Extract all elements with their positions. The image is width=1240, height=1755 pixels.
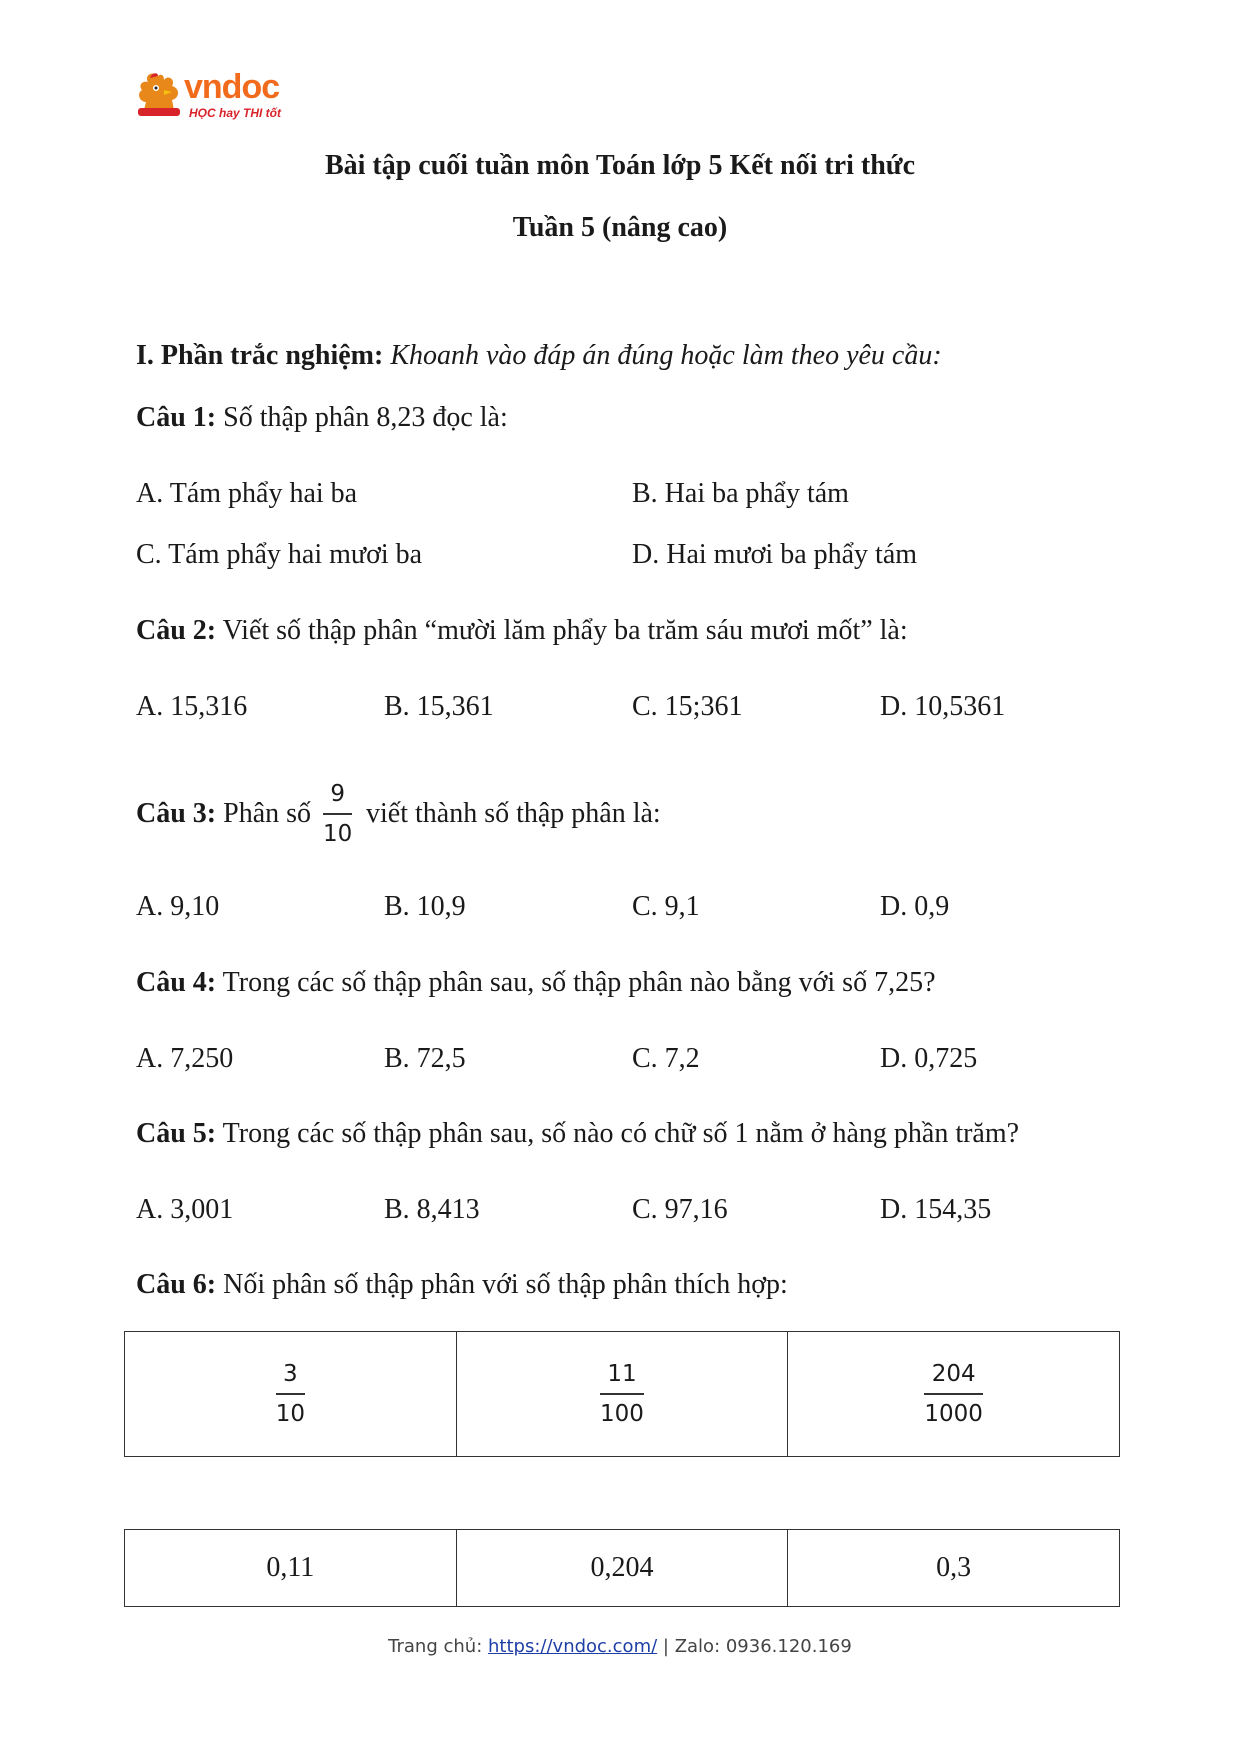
fraction-numerator: 3: [283, 1361, 298, 1388]
q5-option-c[interactable]: C. 97,16: [632, 1194, 728, 1225]
q3-option-a[interactable]: A. 9,10: [136, 891, 220, 922]
q5-option-b[interactable]: B. 8,413: [384, 1194, 480, 1225]
question-text: Số thập phân 8,23 đọc là:: [223, 402, 508, 433]
fraction-cell[interactable]: [788, 1332, 1120, 1457]
fraction-numerator: 204: [931, 1361, 976, 1388]
question-text: Trong các số thập phân sau, số thập phân nào bằng với số 7,25?: [222, 967, 936, 998]
section-label: I. Phần trắc nghiệm:: [136, 340, 384, 371]
question-label: Câu 3:: [136, 798, 217, 829]
question-text: Trong các số thập phân sau, số nào có chữ số 1 nằm ở hàng phần trăm?: [222, 1118, 1020, 1149]
fraction: [924, 1359, 983, 1429]
q3-option-c[interactable]: C. 9,1: [632, 891, 700, 922]
brand-name: vndoc: [184, 68, 280, 106]
question-text-after: viết thành số thập phân là:: [366, 798, 661, 829]
q5-option-a[interactable]: A. 3,001: [136, 1194, 234, 1225]
decimal-cell[interactable]: 0,3: [788, 1530, 1120, 1607]
question-6: [136, 1268, 788, 1302]
q3-option-b[interactable]: B. 10,9: [384, 891, 466, 922]
q3-option-d[interactable]: D. 0,9: [880, 891, 950, 922]
q2-option-c[interactable]: C. 15;361: [632, 691, 743, 722]
vndoc-logo: [134, 66, 304, 126]
question-1: [136, 401, 508, 435]
section-heading: [136, 339, 942, 373]
question-text: Nối phân số thập phân với số thập phân thích hợp:: [223, 1269, 788, 1300]
q4-option-b[interactable]: B. 72,5: [384, 1043, 466, 1074]
fraction-cell[interactable]: [456, 1332, 788, 1457]
question-5: [136, 1117, 1019, 1151]
fraction-numerator: 9: [330, 781, 345, 807]
q1-option-d[interactable]: D. Hai mươi ba phẩy tám: [632, 539, 918, 570]
q3-fraction: [323, 779, 352, 849]
q2-option-b[interactable]: B. 15,361: [384, 691, 494, 722]
q2-option-a[interactable]: A. 15,316: [136, 691, 248, 722]
q1-option-b[interactable]: B. Hai ba phẩy tám: [632, 478, 849, 509]
q5-option-d[interactable]: D. 154,35: [880, 1194, 992, 1225]
section-instruction: Khoanh vào đáp án đúng hoặc làm theo yêu cầu:: [390, 340, 942, 371]
question-3: [136, 797, 311, 831]
question-label: Câu 5:: [136, 1118, 217, 1149]
decimals-table: [124, 1529, 1120, 1607]
fraction: [276, 1359, 305, 1429]
fraction-bar: [323, 813, 352, 815]
fraction-denominator: 10: [275, 1400, 305, 1427]
footer-prefix: Trang chủ:: [388, 1636, 483, 1657]
q2-option-d[interactable]: D. 10,5361: [880, 691, 1006, 722]
decimal-cell[interactable]: 0,11: [125, 1530, 457, 1607]
fraction-cell[interactable]: [125, 1332, 457, 1457]
page-title: Bài tập cuối tuần môn Toán lớp 5 Kết nối tri thức: [324, 150, 916, 181]
fractions-table: [124, 1331, 1120, 1457]
fraction-numerator: 11: [607, 1361, 637, 1388]
fraction-denominator: 1000: [924, 1400, 983, 1427]
fraction: [600, 1359, 644, 1429]
brand-slogan: HỌC hay THI tốt: [189, 106, 281, 120]
question-4: [136, 966, 936, 1000]
question-label: Câu 6:: [136, 1269, 217, 1300]
fraction-bar: [600, 1393, 644, 1395]
page-subtitle: Tuần 5 (nâng cao): [512, 212, 728, 243]
homepage-link[interactable]: https://vndoc.com/: [488, 1636, 658, 1657]
fraction-bar: [924, 1393, 983, 1395]
fraction-denominator: 100: [600, 1400, 644, 1427]
page-footer: [0, 1636, 1240, 1657]
question-text-before: Phân số: [223, 798, 312, 829]
question-label: Câu 2:: [136, 615, 217, 646]
q4-option-a[interactable]: A. 7,250: [136, 1043, 234, 1074]
question-label: Câu 1:: [136, 402, 217, 433]
q4-option-d[interactable]: D. 0,725: [880, 1043, 978, 1074]
rooster-mascot-icon: [134, 72, 182, 118]
fraction-bar: [276, 1393, 305, 1395]
footer-contact: | Zalo: 0936.120.169: [662, 1636, 852, 1657]
fraction-denominator: 10: [323, 820, 353, 847]
q1-option-a[interactable]: A. Tám phẩy hai ba: [136, 478, 358, 509]
q4-option-c[interactable]: C. 7,2: [632, 1043, 700, 1074]
question-2: [136, 614, 908, 648]
question-text: Viết số thập phân “mười lăm phẩy ba trăm sáu mươi mốt” là:: [222, 615, 908, 646]
decimal-cell[interactable]: 0,204: [456, 1530, 788, 1607]
question-label: Câu 4:: [136, 967, 217, 998]
q1-option-c[interactable]: C. Tám phẩy hai mươi ba: [136, 539, 423, 570]
